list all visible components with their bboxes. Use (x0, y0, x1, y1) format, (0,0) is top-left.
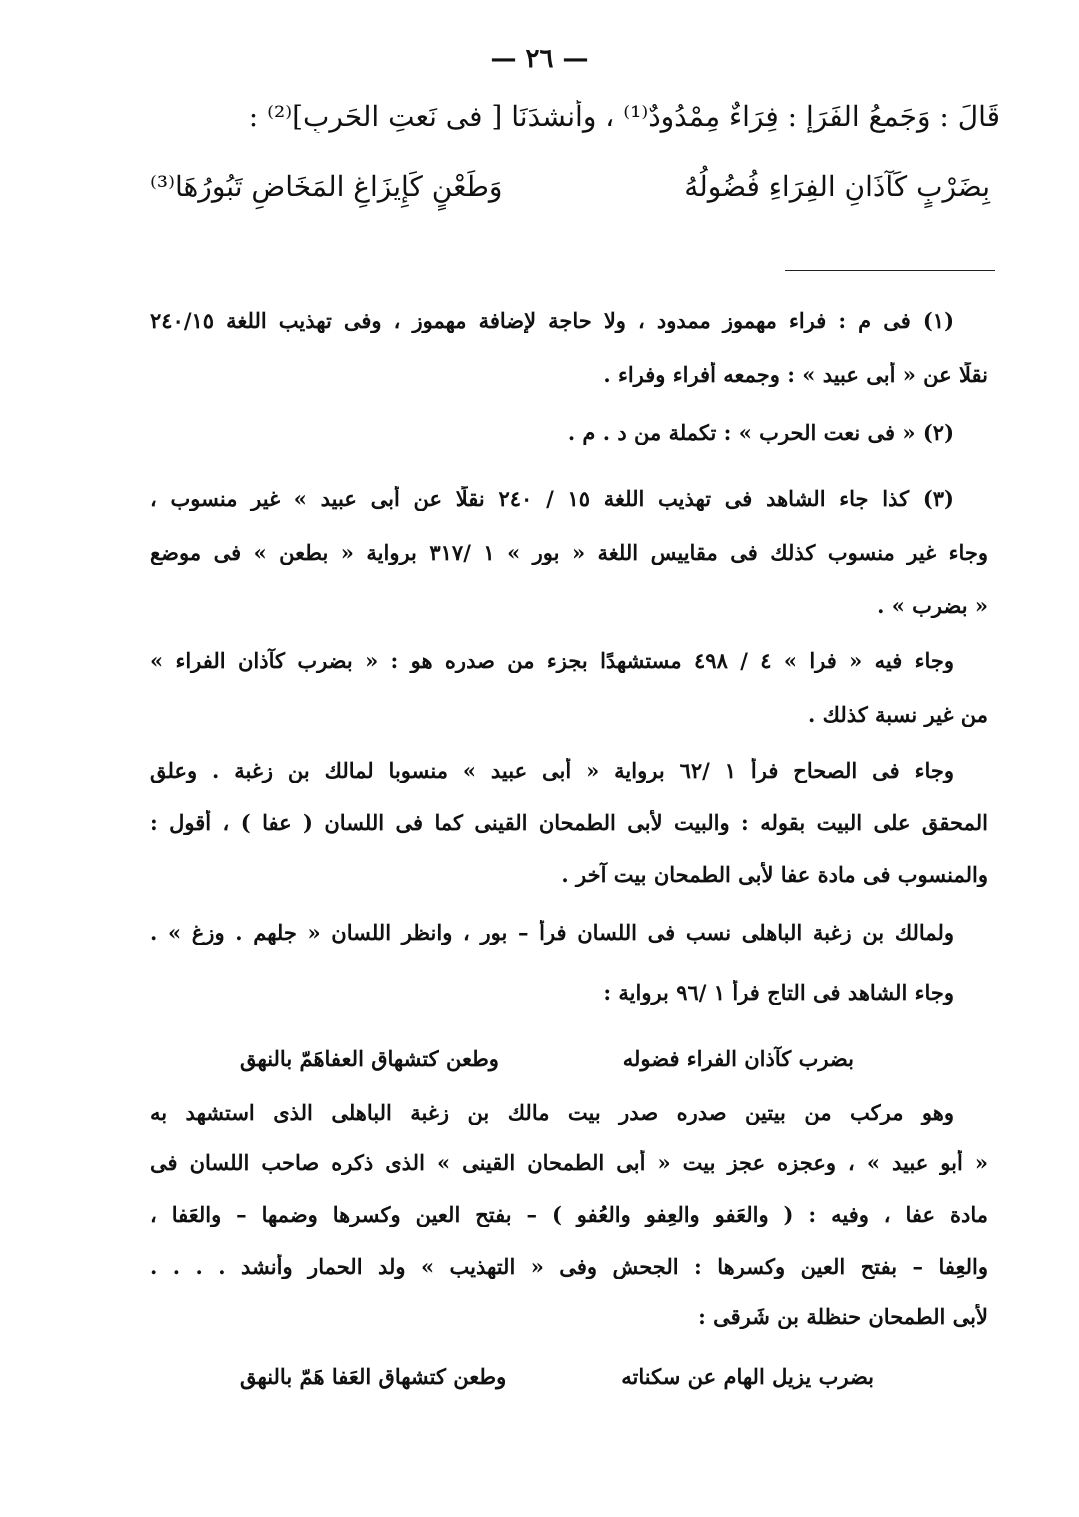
paragraph-d: وجاء الشاهد فى التاج فرأ ١ /٩٦ برواية : (603, 980, 954, 1005)
paragraph-b-line-1: وجاء فى الصحاح فرأ ١ /٦٢ برواية « أبى عبيد » منسوبا لمالك بن زغبة . وعلق (150, 758, 954, 783)
paragraph-e-line-2: « أبو عبيد » ، وعجزه عجز بيت « أبى الطمحان القينى » الذى ذكره صاحب اللسان فى (150, 1150, 988, 1175)
footnote-1-line-1: (١) فى م : فراء مهموز ممدود ، ولا حاجة لإضافة مهموز ، وفى تهذيب اللغة ٢٤٠/١٥ (150, 308, 954, 333)
paragraph-e-line-5: لأبى الطمحان حنظلة بن شَرقى : (698, 1304, 988, 1329)
paragraph-a-line-2: من غير نسبة كذلك . (808, 702, 988, 727)
main-verse (150, 170, 990, 220)
footnote-3-line-3: « بضرب » . (877, 593, 988, 618)
verse-2-hemistich-1: بضرب كآذان الفراء فضوله (622, 1046, 854, 1071)
paragraph-e-line-3: مادة عفا ، وفيه : ( والعَفو والعِفو والعُفو ) – بفتح العين وكسرها وضمها – والعَفا ، (150, 1202, 988, 1227)
paragraph-b-line-2: المحقق على البيت بقوله : والبيت لأبى الطمحان القينى كما فى اللسان ( عفا ) ، أقول : (150, 810, 988, 835)
main-verse-hemistich-2: وَطَعْنٍ كَإِيزَاغِ المَخَاضِ تَبُورُهَا⁽³⁾ (150, 170, 503, 203)
verse-2-hemistich-2: وطعن كتشهاق العفاهَمّ بالنهق (240, 1046, 499, 1071)
verse-3-hemistich-2: وطعن كتشهاق العَفا هَمّ بالنهق (240, 1364, 507, 1389)
footnote-separator (785, 270, 995, 271)
paragraph-e-line-1: وهو مركب من بيتين صدره صدر بيت مالك بن زغبة الباهلى الذى استشهد به (150, 1100, 954, 1125)
verse-3-hemistich-1: بضرب يزيل الهام عن سكناته (621, 1364, 874, 1389)
page-number: — ٢٦ — (490, 44, 589, 74)
footnote-3-line-1: (٣) كذا جاء الشاهد فى تهذيب اللغة ١٥ / ٢٤٠ نقلًا عن أبى عبيد » غير منسوب ، (150, 486, 954, 511)
paragraph-b-line-3: والمنسوب فى مادة عفا لأبى الطمحان بيت آخر . (561, 862, 988, 887)
main-intro-line: قَالَ : وَجَمعُ الفَرَإِ : فِرَاءٌ مِمْدُودٌ⁽¹⁾ ، وأَنشدَنَا [ فى نَعتِ الحَربِ]⁽²⁾ : (248, 100, 1000, 133)
paragraph-e-line-4: والعِفا – بفتح العين وكسرها : الجحش وفى « التهذيب » ولد الحمار وأنشد . . . . (150, 1254, 988, 1279)
footnote-3-line-2: وجاء غير منسوب كذلك فى مقاييس اللغة « بور » ١ /٣١٧ برواية « بطعن » فى موضع (150, 540, 988, 565)
footnote-2: (٢) « فى نعت الحرب » : تكملة من د . م . (567, 420, 954, 445)
footnote-1-line-2: نقلًا عن « أبى عبيد » : وجمعه أفراء وفراء . (603, 362, 988, 387)
paragraph-a-line-1: وجاء فيه « فرا » ٤ / ٤٩٨ مستشهدًا بجزء من صدره هو : « بضرب كآذان الفراء » (150, 648, 954, 673)
main-verse-hemistich-1: بِضَرْبٍ كَآذَانِ الفِرَاءِ فُضُولُهُ (684, 170, 990, 203)
paragraph-c: ولمالك بن زغبة الباهلى نسب فى اللسان فرأ – بور ، وانظر اللسان « جلهم . وزغ » . (150, 920, 954, 945)
